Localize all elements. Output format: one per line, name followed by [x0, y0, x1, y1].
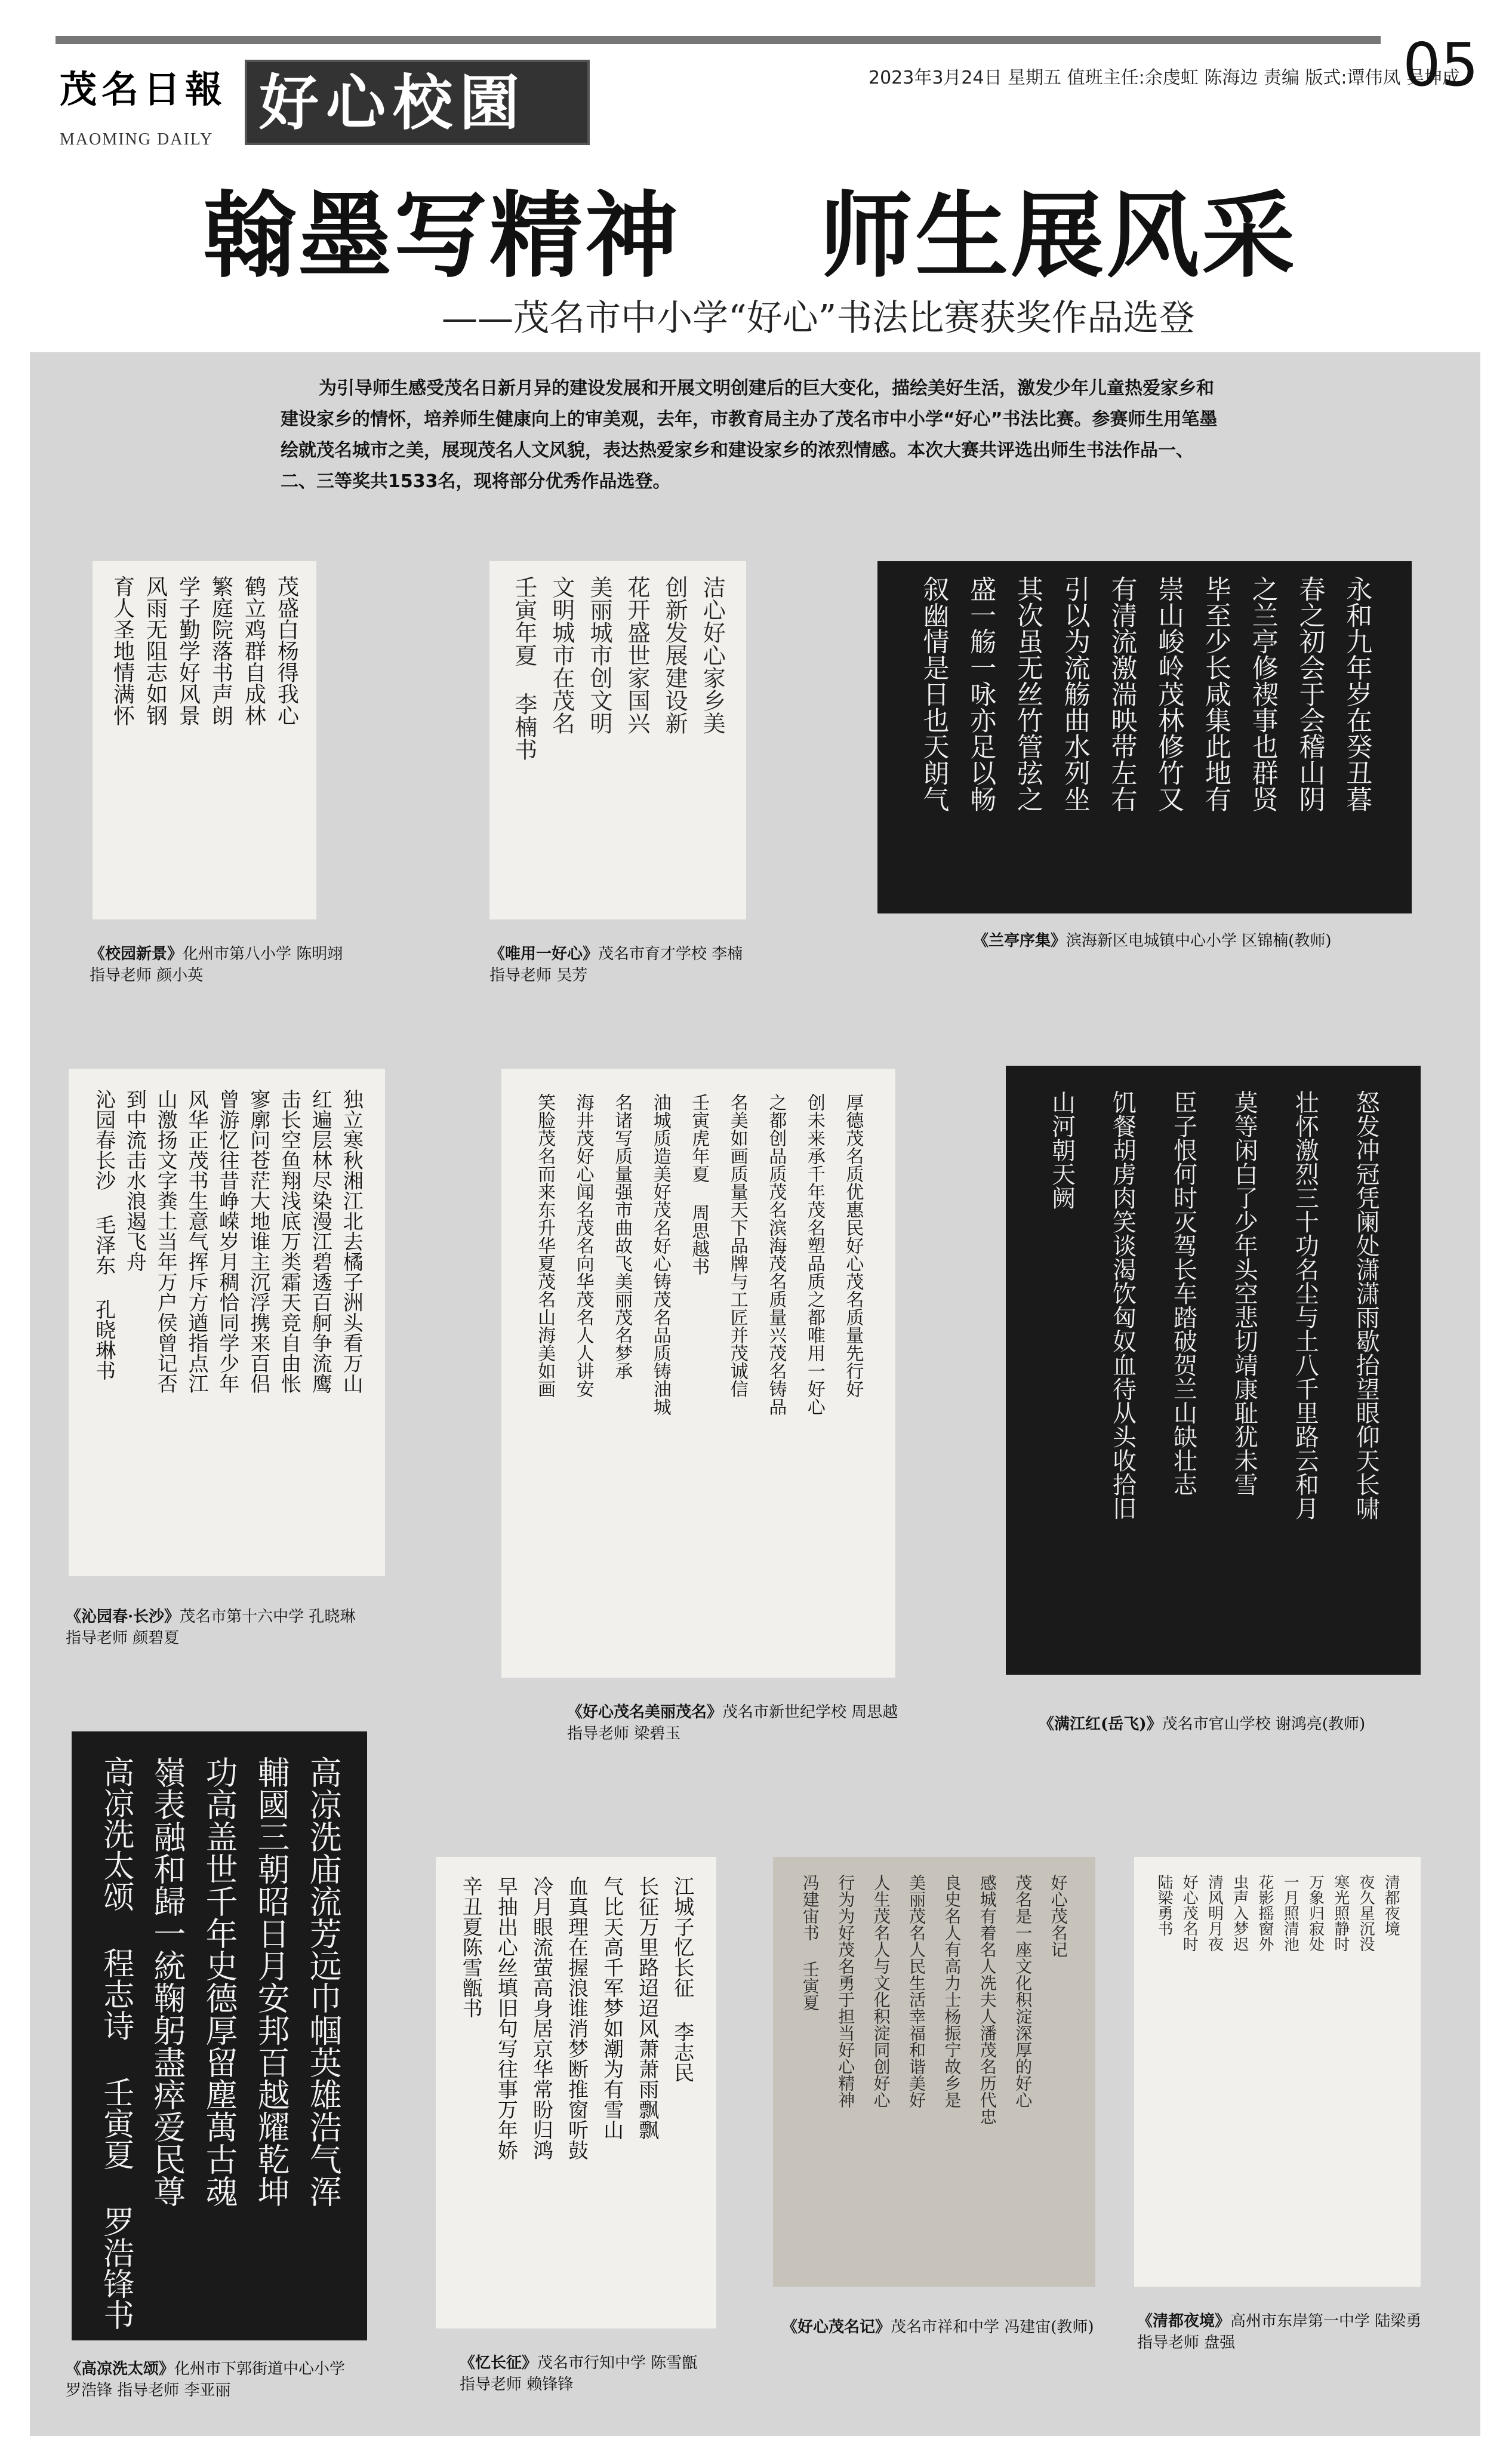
calligraphy-column: 名诸写质量强市曲故飞美丽茂名梦承 — [611, 1093, 633, 1380]
calligraphy-column: 高凉洗庙流芳远巾帼英雄浩气浑 — [304, 1755, 343, 2207]
calligraphy-column: 壮怀激烈三十功名尘与土八千里路云和月 — [1291, 1090, 1319, 1520]
calligraphy-column: 寥廓问苍茫大地谁主沉浮携来百侣 — [246, 1089, 270, 1394]
calligraphy-column: 茂名是一座文化积淀深厚的好心 — [1013, 1874, 1033, 2108]
calligraphy-column: 人生茂名人与文化积淀同创好心 — [871, 1874, 891, 2108]
artwork-caption — [66, 2358, 345, 2401]
artwork-title: 《好心茂名记》 — [782, 2318, 891, 2336]
artwork-caption — [1039, 1714, 1365, 1735]
calligraphy-column: 花开盛世家国兴 — [624, 576, 651, 734]
dateline: 2023年3月24日 星期五 值班主任:余虔虹 陈海边 责编 版式:谭伟凤 吴坤成 — [869, 67, 1461, 88]
calligraphy-column: 毕至少长咸集此地有 — [1200, 575, 1231, 812]
calligraphy-column: 一月照清池 — [1281, 1874, 1299, 1952]
calligraphy-column: 功高盖世千年史德厚留塵萬古魂 — [201, 1755, 239, 2207]
artwork-yi-changzheng — [436, 1857, 716, 2328]
calligraphy-column: 感城有着名人冼夫人潘茂名历代忠 — [977, 1874, 997, 2125]
calligraphy-column: 其次虽无丝竹管弦之 — [1012, 575, 1043, 812]
calligraphy-column: 良史名人有高力士杨振宁故乡是 — [942, 1874, 962, 2108]
calligraphy-column: 长征万里路迢迢风萧萧雨飘飘 — [635, 1875, 659, 2140]
calligraphy-column: 曾游忆往昔峥嵘岁月稠恰同学少年 — [215, 1089, 239, 1394]
calligraphy-column: 永和九年岁在癸丑暮 — [1341, 575, 1372, 812]
calligraphy-column: 山激扬文字粪土当年万户侯曾记否 — [153, 1089, 178, 1394]
calligraphy-column: 辛丑夏陈雪甑书 — [458, 1875, 483, 2018]
artwork-title: 《清都夜境》 — [1137, 2312, 1231, 2330]
calligraphy-column: 到中流击水浪遏飞舟 — [122, 1089, 147, 1272]
artwork-caption — [782, 2317, 1094, 2338]
artwork-author: 茂名市育才学校 李楠 — [598, 945, 743, 963]
artwork-author: 茂名市官山学校 谢鸿亮(教师) — [1162, 1715, 1366, 1733]
calligraphy-column: 击长空鱼翔浅底万类霜天竞自由怅 — [277, 1089, 301, 1394]
calligraphy-column: 輔國三朝昭日月安邦百越耀乾坤 — [252, 1755, 291, 2207]
calligraphy-column: 莫等闲白了少年头空悲切靖康耻犹未雪 — [1230, 1090, 1258, 1496]
paper-name-en: MAOMING DAILY — [60, 130, 214, 149]
artwork-author: 茂名市行知中学 陈雪甑 — [537, 2354, 698, 2372]
calligraphy-column: 创未来承千年茂名塑品质之都唯用一好心 — [803, 1093, 825, 1416]
calligraphy-column: 之兰亭修禊事也群贤 — [1247, 575, 1278, 812]
calligraphy-column: 陆梁勇书 — [1155, 1874, 1174, 1936]
artwork-caption — [460, 2352, 697, 2395]
artwork-caption — [973, 930, 1332, 952]
calligraphy-column: 虫声入梦迟 — [1230, 1874, 1249, 1952]
intro-text: 为引导师生感受茂名日新月异的建设发展和开展文明创建后的巨大变化，描绘美好生活，激发少年儿童热爱家乡和建设家乡的情怀，培养师生健康向上的审美观，去年，市教育局主办了茂名市中小学“好心”书法比赛。参赛师生用笔墨绘就茂名城市之美，展现茂名人文风貌，表达热爱家乡和建设家乡的浓烈情感。本次大赛共评选出师生书法作品一、二、三等奖共1533名，现将部分优秀作品选登。 — [281, 378, 1218, 492]
artwork-manjianghong — [1006, 1066, 1421, 1675]
calligraphy-column: 臣子恨何时灭驾长车踏破贺兰山缺壮志 — [1169, 1090, 1197, 1496]
calligraphy-column: 有清流激湍映带左右 — [1106, 575, 1137, 812]
calligraphy-column: 万象归寂处 — [1306, 1874, 1325, 1952]
calligraphy-column: 怒发冲冠凭阑处潇潇雨歇抬望眼仰天长啸 — [1352, 1090, 1380, 1520]
artwork-title: 《兰亭序集》 — [973, 932, 1067, 950]
calligraphy-column: 海井茂好心闻名茂名向华茂名人人讲安 — [572, 1093, 594, 1398]
artwork-author: 化州市第八小学 陈明翊 — [183, 945, 343, 963]
calligraphy-column: 寒光照静时 — [1331, 1874, 1350, 1952]
calligraphy-column: 美丽茂名人民生活幸福和谐美好 — [906, 1874, 926, 2108]
artwork-author: 茂名市祥和中学 冯建宙(教师) — [891, 2318, 1094, 2336]
calligraphy-column: 学子勤学好风景 — [175, 576, 201, 726]
artwork-author: 茂名市新世纪学校 周思越 — [722, 1703, 898, 1721]
section-title: 好心校園 — [259, 67, 526, 138]
artwork-author: 高州市东岸第一中学 陆梁勇 — [1230, 2312, 1422, 2330]
artwork-caption — [489, 943, 743, 986]
artwork-teacher: 指导老师 颜小英 — [90, 967, 204, 985]
calligraphy-column: 夜久星沉没 — [1356, 1874, 1375, 1952]
calligraphy-column: 叙幽情是日也天朗气 — [918, 575, 949, 812]
calligraphy-column: 冯建宙书 壬寅夏 — [800, 1874, 820, 2011]
artwork-haoxin-maoming-meili-maoming — [501, 1069, 895, 1678]
calligraphy-column: 饥餐胡虏肉笑谈渴饮匈奴血待从头收拾旧 — [1108, 1090, 1137, 1520]
calligraphy-column: 盛一觞一咏亦足以畅 — [965, 575, 996, 812]
calligraphy-column: 创新发展建设新 — [661, 576, 688, 734]
calligraphy-column: 名美如画质量天下品牌与工匠并茂诚信 — [726, 1093, 748, 1398]
artwork-title: 《校园新景》 — [90, 945, 183, 963]
calligraphy-column: 壬寅年夏 李楠书 — [510, 576, 537, 761]
calligraphy-column: 壬寅虎年夏 周思越书 — [688, 1093, 710, 1275]
artwork-title: 《好心茂名美丽茂名》 — [567, 1703, 723, 1721]
calligraphy-column: 红遍层林尽染漫江碧透百舸争流鹰 — [308, 1089, 332, 1394]
calligraphy-column: 文明城市在茂名 — [548, 576, 575, 734]
calligraphy-column: 血真理在握浪谁消梦断推窗听鼓 — [564, 1875, 589, 2160]
calligraphy-column: 春之初会于会稽山阴 — [1294, 575, 1325, 812]
headline: 翰墨写精神 师生展风采 — [203, 181, 1298, 290]
artwork-teacher: 指导老师 盘强 — [1137, 2334, 1236, 2352]
artwork-teacher: 指导老师 赖锋锋 — [460, 2376, 574, 2394]
calligraphy-column: 沁园春长沙 毛泽东 孔晓琳书 — [91, 1089, 116, 1380]
calligraphy-column: 高凉洗太颂 程志诗 壬寅夏 罗浩锋书 — [97, 1755, 134, 2330]
artwork-title: 《满江红(岳飞)》 — [1039, 1715, 1162, 1733]
artwork-title: 《忆长征》 — [460, 2354, 538, 2372]
calligraphy-column: 独立寒秋湘江北去橘子洲头看万山 — [339, 1089, 364, 1394]
artwork-author: 滨海新区电城镇中心小学 区锦楠(教师) — [1066, 932, 1332, 950]
artwork-title: 《沁园春·长沙》 — [66, 1608, 180, 1626]
artwork-caption — [90, 943, 343, 986]
calligraphy-column: 山河朝天阙 — [1048, 1090, 1076, 1210]
top-rule — [56, 36, 1381, 44]
artwork-caption — [567, 1702, 898, 1745]
artwork-qingdu-yejing — [1134, 1857, 1421, 2287]
subheadline: ——茂名市中小学“好心”书法比赛获奖作品选登 — [442, 297, 1195, 339]
calligraphy-column: 育人圣地情满怀 — [110, 576, 135, 726]
calligraphy-column: 崇山峻岭茂林修竹又 — [1153, 575, 1184, 812]
calligraphy-column: 早抽出心丝填旧句写往事万年娇 — [494, 1875, 518, 2160]
calligraphy-column: 好心茂名时 — [1180, 1874, 1199, 1952]
section-banner — [245, 60, 590, 145]
artwork-author: 茂名市第十六中学 孔晓琳 — [180, 1608, 356, 1626]
artwork-lanting-xuji — [877, 561, 1412, 913]
calligraphy-column: 笑脸茂名而来东升华夏茂名山海美如画 — [534, 1093, 556, 1398]
artwork-caption — [1137, 2311, 1421, 2354]
paper-name: 茂名日報 — [60, 67, 227, 111]
calligraphy-column: 清都夜境 — [1382, 1874, 1400, 1936]
calligraphy-column: 清风明月夜 — [1205, 1874, 1224, 1952]
newspaper-logo — [60, 60, 227, 149]
artwork-teacher: 指导老师 颜碧夏 — [66, 1629, 180, 1647]
calligraphy-column: 花影摇窗外 — [1255, 1874, 1274, 1952]
calligraphy-column: 江城子忆长征 李志民 — [670, 1875, 694, 2082]
intro-paragraph — [281, 373, 1224, 502]
page-number: 05 — [1403, 30, 1479, 100]
artwork-caption — [66, 1606, 355, 1649]
artwork-title: 《高凉洗太颂》 — [66, 2360, 175, 2378]
artwork-xiaoyuan-xinjing — [93, 561, 316, 919]
artwork-teacher: 指导老师 梁碧玉 — [567, 1725, 681, 1743]
artwork-teacher: 指导老师 吴芳 — [489, 967, 588, 985]
calligraphy-column: 冷月眼流萤高身居京华常盼归鸿 — [529, 1875, 553, 2160]
calligraphy-column: 嶺表融和歸一統鞠躬盡瘁爱民尊 — [148, 1755, 186, 2207]
artwork-weiyong-yihaoxin — [489, 561, 746, 919]
calligraphy-column: 洁心好心家乡美 — [699, 576, 726, 734]
calligraphy-column: 油城质造美好茂名好心铸茂名品质铸油城 — [649, 1093, 671, 1416]
artwork-haoxin-maoming-ji — [773, 1857, 1095, 2287]
artwork-teacher: 罗浩锋 指导老师 李亚丽 — [66, 2382, 231, 2400]
calligraphy-column: 之都创品质茂名滨海茂名质量兴茂名铸品 — [765, 1093, 787, 1416]
artwork-author: 化州市下郭街道中心小学 — [174, 2360, 346, 2378]
artwork-title: 《唯用一好心》 — [489, 945, 599, 963]
calligraphy-column: 风华正茂书生意气挥斥方遒指点江 — [184, 1089, 209, 1394]
calligraphy-column: 鹤立鸡群自成林 — [241, 576, 266, 726]
artwork-qinyuanchun-changsha — [69, 1069, 385, 1576]
calligraphy-column: 行为为好茂名勇于担当好心精神 — [836, 1874, 856, 2108]
calligraphy-column: 风雨无阻志如钢 — [143, 576, 168, 726]
calligraphy-column: 气比天高千军梦如潮为有雪山 — [599, 1875, 624, 2140]
calligraphy-column: 引以为流觞曲水列坐 — [1059, 575, 1090, 812]
calligraphy-column: 好心茂名记 — [1048, 1874, 1068, 1958]
artwork-gaoliang-xitai-song — [72, 1731, 367, 2340]
calligraphy-column: 茂盛白杨得我心 — [274, 576, 299, 726]
calligraphy-column: 美丽城市创文明 — [586, 576, 612, 734]
calligraphy-column: 繁庭院落书声朗 — [208, 576, 233, 726]
calligraphy-column: 厚德茂名质优惠民好心茂名质量先行好 — [842, 1093, 864, 1398]
